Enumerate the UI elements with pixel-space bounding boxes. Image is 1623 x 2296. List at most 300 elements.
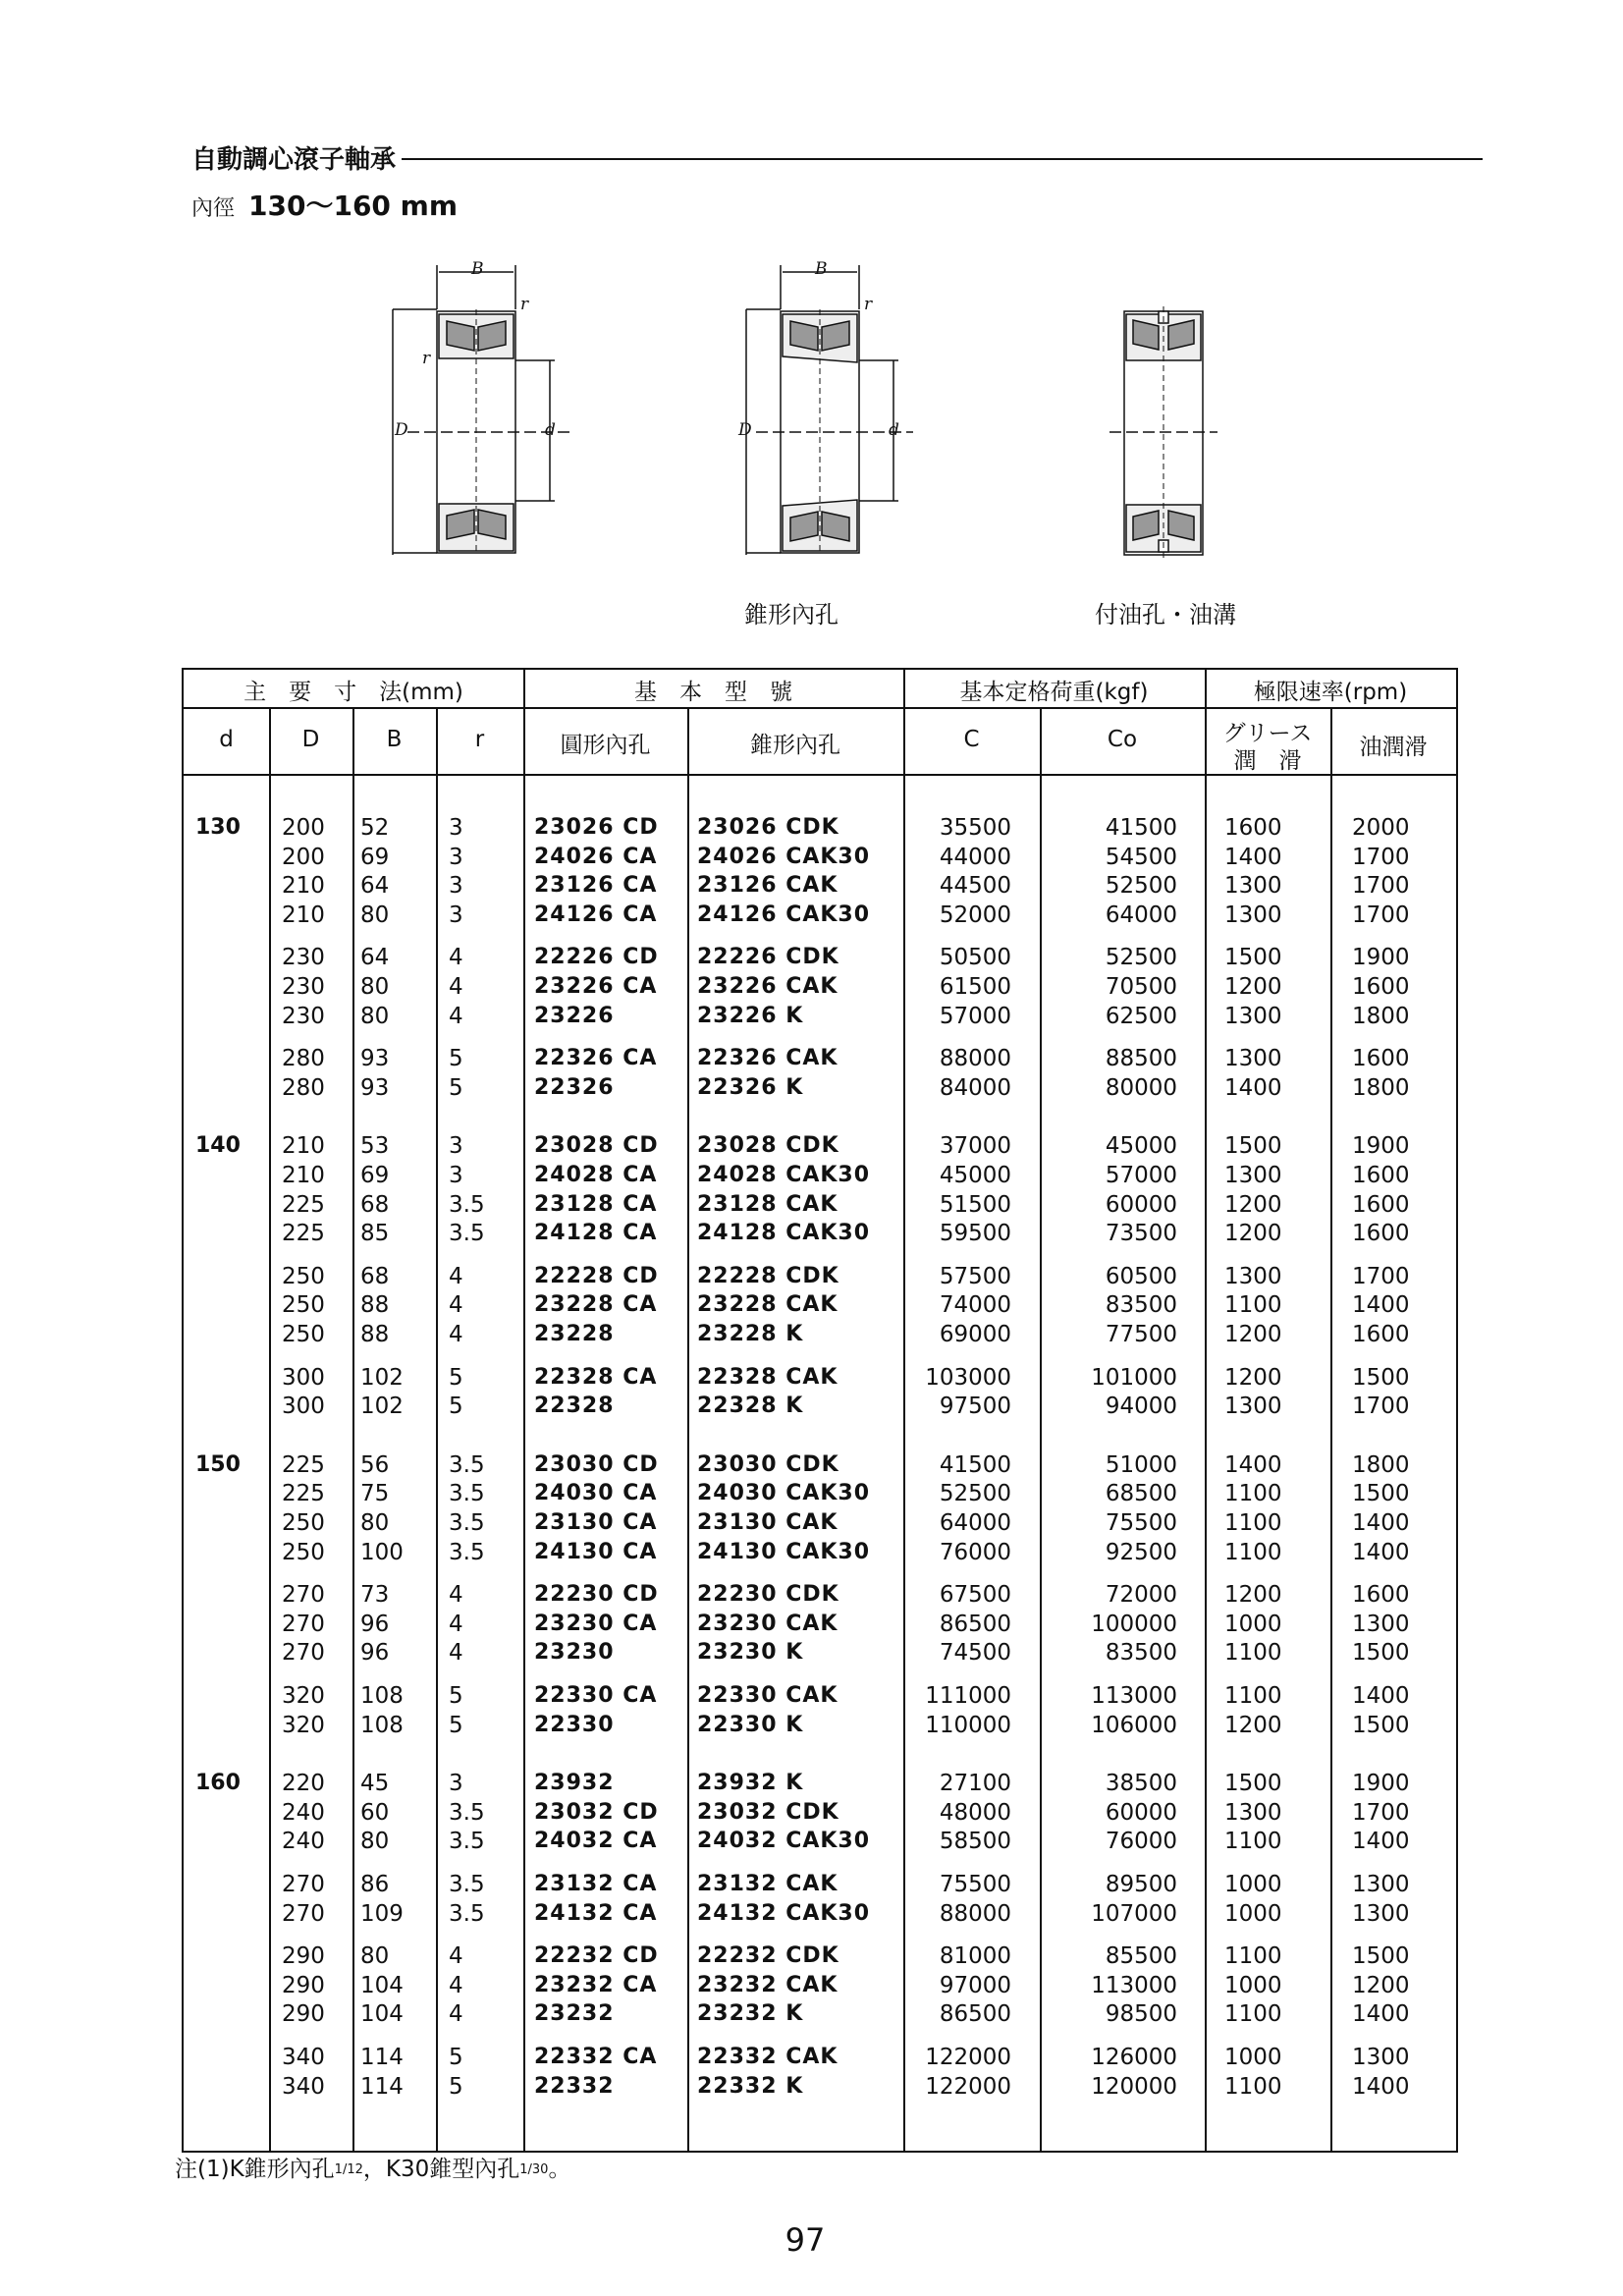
cell-B: 80 (360, 1003, 390, 1029)
label-D-2: D (738, 420, 752, 440)
cell-o: 1900 (1352, 945, 1410, 971)
cell-g: 1100 (1224, 1829, 1282, 1855)
cell-cyl: 23126 CA (534, 873, 658, 899)
cell-Co: 113000 (1091, 1683, 1177, 1709)
cell-r: 3 (449, 815, 463, 841)
cell-C: 84000 (939, 1074, 1011, 1101)
cell-cyl: 22332 CA (534, 2045, 658, 2069)
cell-cyl: 24126 CA (534, 902, 658, 927)
cell-D: 210 (282, 873, 325, 900)
cell-tap: 24032 CAK30 (697, 1829, 871, 1854)
cell-tap: 23126 CAK (697, 873, 839, 899)
cell-cyl: 22330 (534, 1712, 615, 1737)
cell-cyl: 23128 CA (534, 1191, 658, 1217)
cell-B: 80 (360, 1943, 390, 1970)
cell-g: 1300 (1224, 1263, 1282, 1289)
cell-B: 100 (360, 1539, 404, 1565)
cell-tap: 23228 CAK (697, 1292, 839, 1318)
cell-g: 1000 (1224, 1872, 1282, 1897)
bore-range (191, 185, 458, 224)
cell-r: 3.5 (449, 1191, 485, 1218)
cell-Co: 100000 (1091, 1611, 1177, 1637)
cell-C: 44000 (939, 844, 1011, 870)
bearing-spec-table (182, 668, 1458, 2153)
cell-cyl: 24028 CA (534, 1163, 658, 1187)
cell-g: 1200 (1224, 1191, 1282, 1218)
cell-cyl: 24030 CA (534, 1481, 658, 1506)
cell-tap: 23028 CDK (697, 1133, 839, 1159)
cell-o: 1600 (1352, 1046, 1410, 1072)
cell-tap: 22326 CAK (697, 1046, 839, 1071)
col-header-B: B (386, 727, 403, 752)
label-B-2: B (815, 259, 828, 279)
footnote-prefix: 注(1)K錐形內孔 (175, 2157, 335, 2182)
cell-C: 88000 (939, 1046, 1011, 1072)
cell-r: 3.5 (449, 1510, 485, 1536)
cell-r: 4 (449, 1582, 463, 1609)
cell-Co: 45000 (1105, 1133, 1177, 1160)
cell-r: 5 (449, 2045, 463, 2070)
cell-B: 88 (360, 1322, 390, 1347)
cell-D: 225 (282, 1481, 325, 1507)
cell-r: 3.5 (449, 1221, 485, 1247)
cell-Co: 83500 (1105, 1292, 1177, 1319)
cell-B: 53 (360, 1133, 390, 1160)
group-header-load: 基本定格荷重(kgf) (959, 680, 1149, 705)
cell-o: 1400 (1352, 1683, 1410, 1709)
cell-B: 64 (360, 945, 390, 971)
cell-g: 1200 (1224, 1221, 1282, 1247)
cell-cyl: 23132 CA (534, 1872, 658, 1896)
cell-g: 1300 (1224, 1003, 1282, 1029)
cell-C: 41500 (939, 1451, 1011, 1478)
cell-C: 35500 (939, 815, 1011, 841)
cell-C: 67500 (939, 1582, 1011, 1609)
cell-C: 86500 (939, 1611, 1011, 1637)
cell-D: 270 (282, 1640, 325, 1667)
cell-Co: 52500 (1105, 873, 1177, 900)
cell-o: 1300 (1352, 1611, 1410, 1637)
cell-B: 60 (360, 1799, 390, 1826)
cell-tap: 24026 CAK30 (697, 844, 871, 869)
cell-Co: 113000 (1091, 1972, 1177, 1998)
cell-cyl: 24128 CA (534, 1221, 658, 1246)
cell-B: 85 (360, 1221, 390, 1247)
cell-r: 4 (449, 1972, 463, 1998)
cell-C: 122000 (925, 2073, 1011, 2100)
cell-r: 5 (449, 2073, 463, 2100)
cell-Co: 54500 (1105, 844, 1177, 870)
cell-g: 1000 (1224, 1972, 1282, 1998)
cell-r: 4 (449, 1263, 463, 1289)
cell-o: 1400 (1352, 1292, 1410, 1319)
footnote (175, 2151, 570, 2183)
cell-B: 52 (360, 815, 390, 841)
cell-Co: 94000 (1105, 1394, 1177, 1420)
cell-B: 93 (360, 1074, 390, 1101)
cell-r: 4 (449, 1322, 463, 1347)
cell-cyl: 22328 CA (534, 1364, 658, 1390)
cell-D: 250 (282, 1322, 325, 1347)
cell-r: 5 (449, 1074, 463, 1101)
cell-g: 1100 (1224, 1640, 1282, 1667)
bearing-diagram-cylindrical (388, 260, 584, 565)
cell-B: 108 (360, 1712, 404, 1738)
cell-tap: 22230 CDK (697, 1582, 839, 1608)
cell-Co: 80000 (1105, 1074, 1177, 1101)
cell-o: 2000 (1352, 815, 1410, 841)
cell-g: 1300 (1224, 1799, 1282, 1826)
cell-tap: 23226 CAK (697, 974, 839, 999)
cell-cyl: 23230 CA (534, 1611, 658, 1636)
cell-cyl: 23232 CA (534, 1972, 658, 1997)
page-title: 自動調心滾子軸承 (191, 144, 397, 175)
cell-Co: 51000 (1105, 1451, 1177, 1478)
cell-B: 56 (360, 1451, 390, 1478)
cell-C: 44500 (939, 873, 1011, 900)
cell-C: 57500 (939, 1263, 1011, 1289)
cell-B: 96 (360, 1640, 390, 1667)
cell-Co: 85500 (1105, 1943, 1177, 1970)
label-r-2: r (864, 295, 873, 314)
cell-D: 280 (282, 1046, 325, 1072)
cell-o: 1500 (1352, 1943, 1410, 1970)
cell-B: 73 (360, 1582, 390, 1609)
cell-cyl: 22232 CD (534, 1943, 659, 1969)
cell-g: 1200 (1224, 1712, 1282, 1738)
cell-g: 1000 (1224, 2045, 1282, 2070)
col-rule-d (269, 707, 271, 2151)
cell-D: 290 (282, 1943, 325, 1970)
group-header-dims: 主 要 寸 法(mm) (243, 680, 463, 705)
group-header-model: 基 本 型 號 (634, 680, 792, 705)
cell-Co: 57000 (1105, 1163, 1177, 1188)
cell-C: 61500 (939, 974, 1011, 1000)
cell-B: 109 (360, 1900, 404, 1927)
bearing-diagram-oil-groove (1109, 306, 1227, 562)
cell-B: 114 (360, 2073, 404, 2100)
cell-g: 1300 (1224, 873, 1282, 900)
cell-B: 93 (360, 1046, 390, 1072)
cell-D: 240 (282, 1799, 325, 1826)
cell-o: 1200 (1352, 1972, 1410, 1998)
cell-Co: 60000 (1105, 1799, 1177, 1826)
cell-Co: 60000 (1105, 1191, 1177, 1218)
cell-o: 1600 (1352, 974, 1410, 1000)
cell-r: 5 (449, 1046, 463, 1072)
cell-o: 1700 (1352, 873, 1410, 900)
cell-cyl: 22326 CA (534, 1046, 658, 1071)
cell-B: 80 (360, 1829, 390, 1855)
cell-o: 1600 (1352, 1221, 1410, 1247)
cell-C: 57000 (939, 1003, 1011, 1029)
title-rule (402, 158, 1483, 160)
cell-tap: 23232 K (697, 2001, 804, 2027)
cell-C: 58500 (939, 1829, 1011, 1855)
label-D-1: D (395, 420, 408, 440)
cell-r: 5 (449, 1683, 463, 1709)
cell-B: 68 (360, 1263, 390, 1289)
cell-Co: 107000 (1091, 1900, 1177, 1927)
cell-D: 230 (282, 1003, 325, 1029)
cell-D: 300 (282, 1394, 325, 1420)
cell-D: 290 (282, 1972, 325, 1998)
cell-cyl: 22328 (534, 1394, 615, 1419)
cell-g: 1100 (1224, 1510, 1282, 1536)
col-header-d: d (219, 727, 234, 752)
cell-o: 1400 (1352, 2001, 1410, 2028)
label-r-1a: r (520, 295, 529, 314)
cell-g: 1100 (1224, 1943, 1282, 1970)
cell-C: 52500 (939, 1481, 1011, 1507)
cell-o: 1400 (1352, 2073, 1410, 2100)
cell-g: 1100 (1224, 2001, 1282, 2028)
cell-tap: 22332 CAK (697, 2045, 839, 2069)
cell-Co: 75500 (1105, 1510, 1177, 1536)
cell-tap: 23128 CAK (697, 1191, 839, 1217)
cell-g: 1100 (1224, 1292, 1282, 1319)
cell-B: 86 (360, 1872, 390, 1897)
cell-tap: 22326 K (697, 1074, 804, 1100)
cell-o: 1900 (1352, 1133, 1410, 1160)
cell-C: 110000 (925, 1712, 1011, 1738)
cell-D: 230 (282, 974, 325, 1000)
cell-r: 3 (449, 844, 463, 870)
cell-r: 3.5 (449, 1451, 485, 1478)
cell-o: 1600 (1352, 1191, 1410, 1218)
cell-D: 340 (282, 2045, 325, 2070)
label-d-1: d (545, 420, 556, 440)
cell-tap: 22332 K (697, 2073, 804, 2099)
cell-C: 97000 (939, 1972, 1011, 1998)
cell-cyl: 22230 CD (534, 1582, 659, 1608)
group-header-speed: 極限速率(rpm) (1253, 680, 1408, 705)
cell-r: 4 (449, 945, 463, 971)
cell-cyl: 23226 (534, 1003, 615, 1028)
cell-d: 140 (195, 1133, 241, 1159)
cell-D: 220 (282, 1771, 325, 1797)
cell-tap: 23226 K (697, 1003, 804, 1028)
cell-o: 1800 (1352, 1451, 1410, 1478)
cell-o: 1400 (1352, 1829, 1410, 1855)
cell-D: 270 (282, 1872, 325, 1897)
cell-g: 1300 (1224, 1163, 1282, 1188)
cell-C: 27100 (939, 1771, 1011, 1797)
cell-cyl: 24132 CA (534, 1900, 658, 1926)
cell-Co: 64000 (1105, 902, 1177, 928)
cell-tap: 24130 CAK30 (697, 1539, 871, 1564)
cell-tap: 23932 K (697, 1771, 804, 1796)
cell-D: 200 (282, 844, 325, 870)
cell-B: 68 (360, 1191, 390, 1218)
cell-cyl: 23030 CD (534, 1451, 659, 1477)
cell-r: 4 (449, 1943, 463, 1970)
cell-Co: 101000 (1091, 1364, 1177, 1391)
cell-D: 250 (282, 1263, 325, 1289)
cell-cyl: 23032 CD (534, 1799, 659, 1825)
cell-D: 200 (282, 815, 325, 841)
cell-Co: 52500 (1105, 945, 1177, 971)
cell-B: 102 (360, 1364, 404, 1391)
cell-D: 250 (282, 1510, 325, 1536)
cell-o: 1700 (1352, 844, 1410, 870)
cell-o: 1700 (1352, 1799, 1410, 1826)
cell-d: 130 (195, 815, 241, 840)
cell-r: 3.5 (449, 1900, 485, 1927)
cell-C: 64000 (939, 1510, 1011, 1536)
cell-C: 69000 (939, 1322, 1011, 1347)
cell-g: 1500 (1224, 1133, 1282, 1160)
cell-Co: 77500 (1105, 1322, 1177, 1347)
cell-tap: 24132 CAK30 (697, 1900, 871, 1926)
cell-o: 1800 (1352, 1074, 1410, 1101)
cell-B: 104 (360, 2001, 404, 2028)
page-number: 97 (784, 2221, 826, 2259)
cell-C: 75500 (939, 1872, 1011, 1897)
cell-g: 1200 (1224, 1582, 1282, 1609)
footnote-taper-1-12: 1/12 (334, 2162, 363, 2177)
cell-Co: 60500 (1105, 1263, 1177, 1289)
cell-cyl: 23932 (534, 1771, 615, 1796)
cell-g: 1600 (1224, 815, 1282, 841)
cell-g: 1400 (1224, 1074, 1282, 1101)
caption-oil-groove: 付油孔・油溝 (1095, 601, 1236, 629)
cell-tap: 22330 CAK (697, 1683, 839, 1708)
label-d-2: d (889, 420, 899, 440)
cell-Co: 38500 (1105, 1771, 1177, 1797)
cell-r: 3 (449, 1133, 463, 1160)
cell-cyl: 23026 CD (534, 815, 659, 840)
bore-range-value: 130～160 mm (248, 190, 459, 222)
cell-cyl: 22330 CA (534, 1683, 658, 1708)
cell-tap: 24128 CAK30 (697, 1221, 871, 1246)
cell-D: 320 (282, 1683, 325, 1709)
cell-cyl: 24032 CA (534, 1829, 658, 1854)
cell-o: 1500 (1352, 1481, 1410, 1507)
cell-g: 1200 (1224, 1322, 1282, 1347)
cell-g: 1400 (1224, 1451, 1282, 1478)
cell-Co: 83500 (1105, 1640, 1177, 1667)
cell-B: 102 (360, 1394, 404, 1420)
col-header-C: C (963, 727, 980, 752)
cell-D: 300 (282, 1364, 325, 1391)
cell-cyl: 24026 CA (534, 844, 658, 869)
cell-C: 76000 (939, 1539, 1011, 1565)
cell-D: 340 (282, 2073, 325, 2100)
cell-D: 270 (282, 1582, 325, 1609)
caption-tapered-bore: 錐形內孔 (744, 601, 839, 629)
col-header-oil: 油潤滑 (1359, 735, 1428, 760)
cell-r: 3 (449, 902, 463, 928)
cell-B: 96 (360, 1611, 390, 1637)
col-rule-cyl (687, 707, 689, 2151)
cell-D: 320 (282, 1712, 325, 1738)
col-rule-dims (523, 670, 525, 2151)
cell-B: 64 (360, 873, 390, 900)
cell-D: 270 (282, 1900, 325, 1927)
footnote-taper-1-30: 1/30 (519, 2162, 549, 2177)
col-header-tapered: 錐形內孔 (750, 733, 840, 758)
cell-C: 74500 (939, 1640, 1011, 1667)
cell-g: 1400 (1224, 844, 1282, 870)
cell-tap: 22228 CDK (697, 1263, 839, 1288)
cell-C: 51500 (939, 1191, 1011, 1218)
bearing-diagram-tapered (731, 260, 928, 565)
cell-B: 80 (360, 1510, 390, 1536)
header-rule-1 (184, 707, 1456, 709)
cell-D: 210 (282, 902, 325, 928)
cell-o: 1500 (1352, 1364, 1410, 1391)
cell-C: 37000 (939, 1133, 1011, 1160)
cell-Co: 106000 (1091, 1712, 1177, 1738)
cell-C: 50500 (939, 945, 1011, 971)
cell-cyl: 23226 CA (534, 974, 658, 999)
col-rule-load (1205, 670, 1207, 2151)
cell-C: 122000 (925, 2045, 1011, 2070)
cell-tap: 23230 K (697, 1640, 804, 1666)
cell-D: 210 (282, 1133, 325, 1160)
cell-tap: 23232 CAK (697, 1972, 839, 1997)
cell-tap: 22328 CAK (697, 1364, 839, 1390)
cell-tap: 24030 CAK30 (697, 1481, 871, 1506)
cell-r: 4 (449, 1003, 463, 1029)
cell-g: 1100 (1224, 1481, 1282, 1507)
cell-o: 1600 (1352, 1163, 1410, 1188)
cell-o: 1700 (1352, 1394, 1410, 1420)
cell-g: 1500 (1224, 945, 1282, 971)
cell-o: 1500 (1352, 1712, 1410, 1738)
cell-g: 1200 (1224, 974, 1282, 1000)
cell-g: 1200 (1224, 1364, 1282, 1391)
cell-Co: 92500 (1105, 1539, 1177, 1565)
cell-Co: 88500 (1105, 1046, 1177, 1072)
cell-Co: 120000 (1091, 2073, 1177, 2100)
cell-tap: 22226 CDK (697, 945, 839, 970)
label-r-1b: r (422, 349, 431, 368)
cell-D: 280 (282, 1074, 325, 1101)
cell-Co: 89500 (1105, 1872, 1177, 1897)
bore-range-label: 內徑 (191, 196, 236, 221)
cell-D: 210 (282, 1163, 325, 1188)
cell-C: 88000 (939, 1900, 1011, 1927)
cell-cyl: 23230 (534, 1640, 615, 1666)
cell-D: 225 (282, 1221, 325, 1247)
label-B-1: B (471, 259, 484, 279)
cell-r: 5 (449, 1712, 463, 1738)
cell-d: 160 (195, 1771, 241, 1796)
cell-C: 86500 (939, 2001, 1011, 2028)
cell-r: 5 (449, 1364, 463, 1391)
cell-cyl: 24130 CA (534, 1539, 658, 1564)
cell-cyl: 23130 CA (534, 1510, 658, 1535)
cell-tap: 23132 CAK (697, 1872, 839, 1896)
cell-B: 69 (360, 844, 390, 870)
cell-B: 75 (360, 1481, 390, 1507)
col-header-D: D (301, 727, 320, 752)
cell-o: 1700 (1352, 1263, 1410, 1289)
cell-g: 1500 (1224, 1771, 1282, 1797)
cell-B: 45 (360, 1771, 390, 1797)
cell-C: 45000 (939, 1163, 1011, 1188)
cell-cyl: 22228 CD (534, 1263, 659, 1288)
cell-Co: 98500 (1105, 2001, 1177, 2028)
cell-tap: 23230 CAK (697, 1611, 839, 1636)
col-header-cylindrical: 圓形內孔 (560, 733, 651, 758)
cell-g: 1300 (1224, 902, 1282, 928)
cell-B: 80 (360, 974, 390, 1000)
cell-r: 4 (449, 974, 463, 1000)
cell-r: 3 (449, 873, 463, 900)
